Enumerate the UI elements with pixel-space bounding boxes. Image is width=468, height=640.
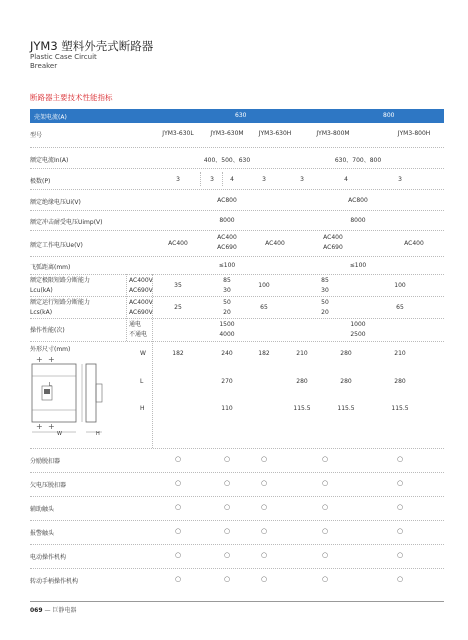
optional-mark: ○ <box>223 455 231 463</box>
diagram-label-w: W <box>57 431 62 437</box>
ics-voltages: AC400V AC690V <box>129 299 153 316</box>
dim-l-800: 280 <box>296 378 308 385</box>
row-divider <box>30 318 444 319</box>
row-divider <box>30 210 444 211</box>
footer-rule <box>30 601 444 602</box>
accessory-label: 报警触头 <box>30 530 55 537</box>
optional-mark: ○ <box>321 503 329 511</box>
col-divider <box>126 274 127 341</box>
ops-conditions: 通电 不通电 <box>129 321 148 338</box>
ue-800m: AC400 AC690 <box>323 234 343 251</box>
dim-key-h: H <box>140 405 145 412</box>
row-label-operating-voltage: 额定工作电压Ue(V) <box>30 242 83 249</box>
optional-mark: ○ <box>396 503 404 511</box>
accessory-label: 电动操作机构 <box>30 554 67 561</box>
model-630h: JYM3-630H <box>258 130 292 137</box>
row-divider <box>30 147 444 148</box>
optional-mark: ○ <box>174 575 182 583</box>
page-number: 069 <box>30 607 43 614</box>
row-label-impulse: 额定冲击耐受电压Uimp(V) <box>30 219 103 226</box>
page-subtitle <box>30 53 97 71</box>
ics-800h: 65 <box>396 304 404 311</box>
ics-630h: 65 <box>260 304 268 311</box>
ue-800h: AC400 <box>404 240 424 247</box>
row-label-icu: 额定极限短路分断能力 Lcu(kA) <box>30 277 91 294</box>
dim-h-800: 115.5 <box>391 405 409 412</box>
optional-mark: ○ <box>260 479 268 487</box>
page-title: JYM3 塑料外壳式断路器 <box>30 39 154 53</box>
optional-mark: ○ <box>396 551 404 559</box>
optional-mark: ○ <box>174 455 182 463</box>
accessory-label: 转动手柄操作机构 <box>30 578 79 585</box>
svg-text:+: + <box>48 422 55 431</box>
poles-value: 4 <box>344 176 348 183</box>
poles-value: 3 <box>262 176 266 183</box>
dim-h-800: 115.5 <box>293 405 311 412</box>
dim-w-value: 210 <box>296 350 308 357</box>
dim-l-800: 280 <box>340 378 352 385</box>
svg-text:+: + <box>36 355 43 364</box>
row-divider <box>30 168 444 169</box>
dim-w-value: 280 <box>340 350 352 357</box>
dim-w-value: 182 <box>172 350 184 357</box>
dim-w-value: 240 <box>221 350 233 357</box>
optional-mark: ○ <box>396 479 404 487</box>
impulse-630: 8000 <box>219 217 235 224</box>
row-divider <box>30 256 444 257</box>
dim-key-w: W <box>140 350 146 357</box>
diagram-label-h: H <box>96 431 100 437</box>
col-divider <box>200 172 201 186</box>
arcing-800: ≤100 <box>349 262 367 269</box>
optional-mark: ○ <box>174 503 182 511</box>
model-800m: JYM3-800M <box>316 130 350 137</box>
poles-value: 3 <box>300 176 304 183</box>
row-label-model: 型号 <box>30 132 43 139</box>
row-divider <box>30 230 444 231</box>
row-divider <box>30 448 444 449</box>
optional-mark: ○ <box>223 575 231 583</box>
row-divider <box>30 568 444 569</box>
dim-h-800: 115.5 <box>337 405 355 412</box>
optional-mark: ○ <box>174 479 182 487</box>
breaker-outline-diagram <box>30 354 140 442</box>
optional-mark: ○ <box>321 575 329 583</box>
optional-mark: ○ <box>223 551 231 559</box>
row-divider <box>30 496 444 497</box>
footer <box>30 605 76 614</box>
row-divider <box>30 189 444 190</box>
dim-l-630: 270 <box>221 378 233 385</box>
optional-mark: ○ <box>174 527 182 535</box>
rated-current-800: 630、700、800 <box>334 157 382 164</box>
row-label-insulation: 额定绝缘电压Ui(V) <box>30 199 81 206</box>
ue-630l: AC400 <box>168 240 188 247</box>
svg-text:+: + <box>36 422 43 431</box>
ics-630m: 50 20 <box>223 299 231 316</box>
header-800: 800 <box>383 112 395 119</box>
ics-800m: 50 20 <box>321 299 329 316</box>
optional-mark: ○ <box>223 503 231 511</box>
optional-mark: ○ <box>396 455 404 463</box>
col-divider <box>222 172 223 186</box>
optional-mark: ○ <box>321 455 329 463</box>
col-divider <box>152 274 153 448</box>
header-630: 630 <box>235 112 247 119</box>
section-title: 断路器主要技术性能指标 <box>30 93 113 102</box>
dim-h-630: 110 <box>221 405 233 412</box>
icu-800h: 100 <box>394 282 406 289</box>
header-frame-current: 壳架电流(A) <box>34 114 67 121</box>
ics-630l: 25 <box>174 304 182 311</box>
ue-630m: AC400 AC690 <box>217 234 237 251</box>
ops-630: 1500 4000 <box>219 321 235 338</box>
poles-value: 3 <box>210 176 214 183</box>
optional-mark: ○ <box>223 527 231 535</box>
row-divider <box>30 520 444 521</box>
optional-mark: ○ <box>174 551 182 559</box>
optional-mark: ○ <box>260 575 268 583</box>
row-label-rated-current: 额定电流In(A) <box>30 157 69 164</box>
icu-630m: 85 30 <box>223 277 231 294</box>
poles-value: 4 <box>230 176 234 183</box>
optional-mark: ○ <box>396 527 404 535</box>
ue-630h: AC400 <box>265 240 285 247</box>
subtitle-line-1: Plastic Case Circuit <box>30 53 97 61</box>
dim-w-value: 182 <box>258 350 270 357</box>
subtitle-line-2: Breaker <box>30 62 58 70</box>
optional-mark: ○ <box>260 551 268 559</box>
optional-mark: ○ <box>260 503 268 511</box>
accessory-label: 欠电压脱扣器 <box>30 482 67 489</box>
row-label-dimensions: 外形尺寸(mm) <box>30 346 71 353</box>
dim-key-l: L <box>140 378 144 385</box>
optional-mark: ○ <box>321 551 329 559</box>
dim-w-value: 210 <box>394 350 406 357</box>
optional-mark: ○ <box>396 575 404 583</box>
table-header <box>30 109 444 123</box>
icu-630h: 100 <box>258 282 270 289</box>
row-label-operations: 操作性能(次) <box>30 327 65 334</box>
row-label-arcing: 飞弧距离(mm) <box>30 264 71 271</box>
svg-text:+: + <box>48 355 55 364</box>
diagram-label-l: L <box>49 382 52 388</box>
impulse-800: 8000 <box>350 217 366 224</box>
ops-800: 1000 2500 <box>350 321 366 338</box>
insulation-800: AC800 <box>348 197 368 204</box>
dim-l-800: 280 <box>394 378 406 385</box>
icu-800m: 85 30 <box>321 277 329 294</box>
arcing-630: ≤100 <box>218 262 236 269</box>
row-divider <box>30 544 444 545</box>
footer-text: — 巨静电器 <box>42 607 77 614</box>
optional-mark: ○ <box>260 455 268 463</box>
optional-mark: ○ <box>223 479 231 487</box>
row-divider <box>30 274 444 275</box>
poles-value: 3 <box>176 176 180 183</box>
icu-voltages: AC400V AC690V <box>129 277 153 294</box>
model-630m: JYM3-630M <box>210 130 244 137</box>
row-label-ics: 额定运行短路分断能力 Lcs(kA) <box>30 299 91 316</box>
icu-630l: 35 <box>174 282 182 289</box>
rated-current-630: 400、500、630 <box>203 157 251 164</box>
accessory-label: 辅助触头 <box>30 506 55 513</box>
optional-mark: ○ <box>321 479 329 487</box>
row-divider <box>30 296 444 297</box>
insulation-630: AC800 <box>217 197 237 204</box>
optional-mark: ○ <box>260 527 268 535</box>
model-800h: JYM3-800H <box>397 130 431 137</box>
poles-value: 3 <box>398 176 402 183</box>
model-630l: JYM3-630L <box>162 130 194 137</box>
accessory-label: 分励脱扣器 <box>30 458 61 465</box>
row-divider <box>30 472 444 473</box>
optional-mark: ○ <box>321 527 329 535</box>
row-label-poles: 极数(P) <box>30 178 51 185</box>
row-divider <box>30 341 444 342</box>
